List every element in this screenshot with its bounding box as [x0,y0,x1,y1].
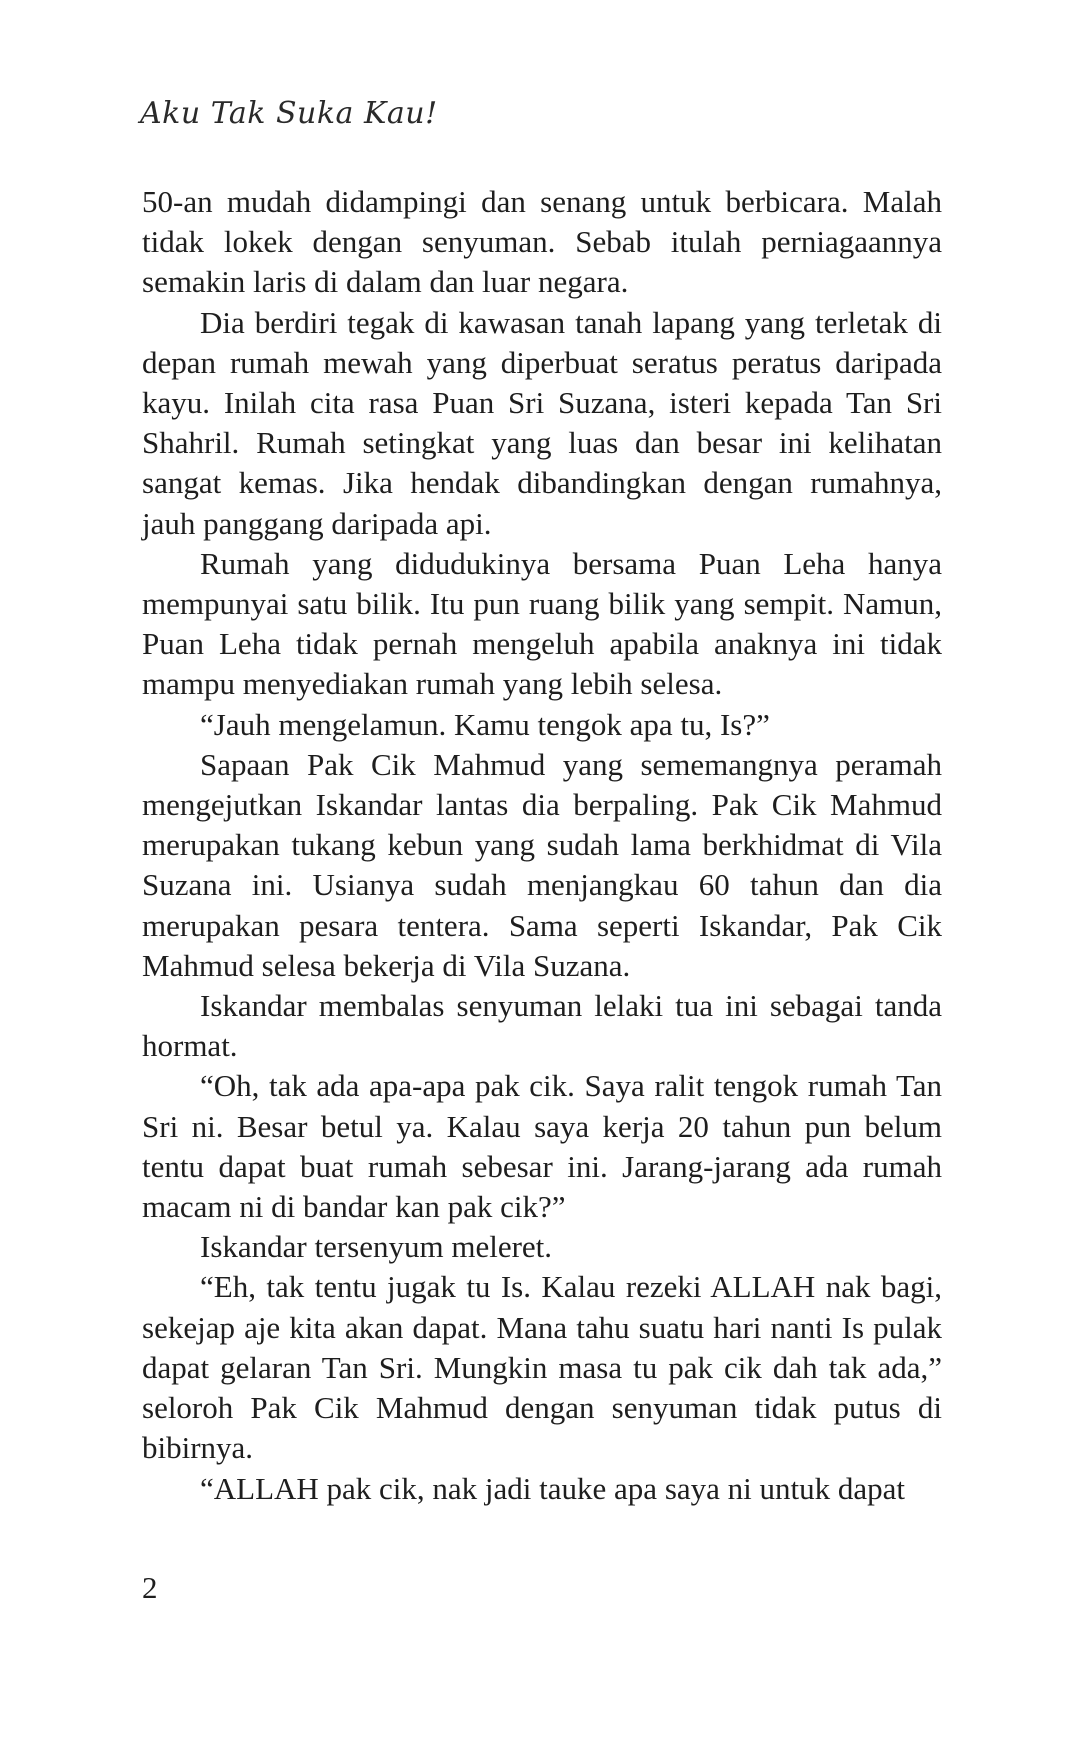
body-text [142,182,942,1509]
page-number: 2 [142,1570,158,1605]
paragraph: Rumah yang didudukinya bersama Puan Leha hanya mempunyai satu bilik. Itu pun ruang bilik yang sempit. Namun, Puan Leha tidak pernah mengeluh apabila anaknya ini tidak mampu menyediakan rumah yang lebih selesa. [142,545,942,702]
running-header-title: Aku Tak Suka Kau! [140,96,438,131]
paragraph: Dia berdiri tegak di kawasan tanah lapang yang terletak di depan rumah mewah yang diperbuat seratus peratus daripada kayu. Inilah cita rasa Puan Sri Suzana, isteri kepada Tan Sri Shahril. Rumah setingkat yang luas dan besar ini kelihatan sangat kemas. Jika hendak dibandingkan dengan rumahnya, jauh panggang daripada api. [142,304,942,541]
paragraph: Iskandar tersenyum meleret. [200,1229,553,1265]
paragraph: “Jauh mengelamun. Kamu tengok apa tu, Is?” [200,706,770,742]
paragraph: “Eh, tak tentu jugak tu Is. Kalau rezeki ALLAH nak bagi, sekejap aje kita akan dapat. Mana tahu suatu hari nanti Is pulak dapat gelaran Tan Sri. Mungkin masa tu pak cik dah tak ada,” seloroh Pak Cik Mahmud dengan senyuman tidak putus di bibirnya. [142,1269,942,1466]
paragraph: Sapaan Pak Cik Mahmud yang sememangnya peramah mengejutkan Iskandar lantas dia berpaling. Pak Cik Mahmud merupakan tukang kebun yang sudah lama berkhidmat di Vila Suzana ini. Usianya sudah menjangkau 60 tahun dan dia merupakan pesara tentera. Sama seperti Iskandar, Pak Cik Mahmud selesa bekerja di Vila Suzana. [142,746,942,983]
paragraph: Iskandar membalas senyuman lelaki tua ini sebagai tanda hormat. [142,988,942,1064]
paragraph: “ALLAH pak cik, nak jadi tauke apa saya ni untuk dapat [200,1470,906,1506]
paragraph: “Oh, tak ada apa-apa pak cik. Saya ralit tengok rumah Tan Sri ni. Besar betul ya. Kalau saya kerja 20 tahun pun belum tentu dapat buat rumah sebesar ini. Jarang-jarang ada rumah macam ni di bandar kan pak cik?” [142,1068,942,1225]
paragraph: 50-an mudah didampingi dan senang untuk berbicara. Malah tidak lokek dengan senyuman. Sebab itulah perniagaannya semakin laris di dalam dan luar negara. [142,184,942,300]
